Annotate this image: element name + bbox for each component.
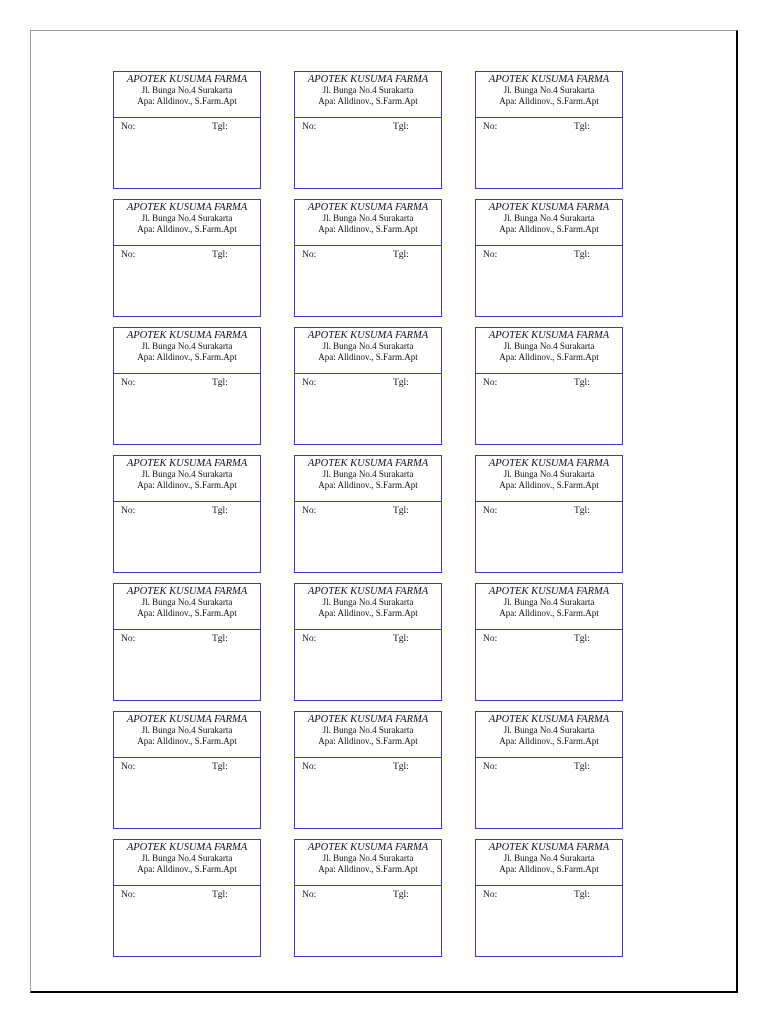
pharmacy-address: Jl. Bunga No.4 Surakarta — [322, 853, 414, 863]
prescription-label — [113, 839, 261, 957]
number-field-label: No: — [483, 762, 498, 772]
pharmacy-name: APOTEK KUSUMA FARMA — [126, 842, 248, 853]
prescription-label — [294, 71, 442, 189]
date-field-label: Tgl: — [393, 506, 409, 516]
number-field-label: No: — [121, 762, 136, 772]
prescription-label — [294, 327, 442, 445]
prescription-label — [475, 711, 623, 829]
number-field-label: No: — [121, 122, 136, 132]
prescription-label — [475, 199, 623, 317]
pharmacist-name: Apa: Alldinov., S.Farm.Apt — [137, 864, 237, 874]
date-field-label: Tgl: — [212, 378, 228, 388]
date-field-label: Tgl: — [574, 890, 590, 900]
pharmacy-address: Jl. Bunga No.4 Surakarta — [503, 85, 595, 95]
pharmacy-name: APOTEK KUSUMA FARMA — [126, 330, 248, 341]
date-field-label: Tgl: — [574, 378, 590, 388]
number-field-label: No: — [483, 634, 498, 644]
number-field-label: No: — [483, 506, 498, 516]
label-header — [476, 584, 622, 630]
pharmacy-address: Jl. Bunga No.4 Surakarta — [503, 725, 595, 735]
label-body — [114, 502, 260, 572]
pharmacy-address: Jl. Bunga No.4 Surakarta — [141, 341, 233, 351]
prescription-label — [294, 711, 442, 829]
prescription-label — [294, 839, 442, 957]
pharmacy-address: Jl. Bunga No.4 Surakarta — [141, 85, 233, 95]
prescription-label — [294, 455, 442, 573]
label-header — [476, 200, 622, 246]
label-body — [295, 118, 441, 188]
prescription-label — [294, 583, 442, 701]
pharmacy-address: Jl. Bunga No.4 Surakarta — [322, 597, 414, 607]
pharmacist-name: Apa: Alldinov., S.Farm.Apt — [499, 480, 599, 490]
label-body — [295, 374, 441, 444]
label-body — [295, 758, 441, 828]
prescription-label — [113, 711, 261, 829]
date-field-label: Tgl: — [212, 762, 228, 772]
pharmacy-address: Jl. Bunga No.4 Surakarta — [141, 725, 233, 735]
label-header — [114, 456, 260, 502]
date-field-label: Tgl: — [212, 250, 228, 260]
prescription-label — [475, 327, 623, 445]
label-header — [114, 584, 260, 630]
label-header — [114, 712, 260, 758]
label-header — [295, 72, 441, 118]
label-body — [476, 886, 622, 956]
pharmacy-name: APOTEK KUSUMA FARMA — [307, 586, 429, 597]
pharmacist-name: Apa: Alldinov., S.Farm.Apt — [137, 608, 237, 618]
pharmacy-name: APOTEK KUSUMA FARMA — [488, 842, 610, 853]
label-header — [476, 72, 622, 118]
date-field-label: Tgl: — [393, 890, 409, 900]
pharmacy-address: Jl. Bunga No.4 Surakarta — [503, 853, 595, 863]
date-field-label: Tgl: — [393, 634, 409, 644]
label-header — [114, 200, 260, 246]
pharmacy-address: Jl. Bunga No.4 Surakarta — [141, 597, 233, 607]
prescription-label — [113, 327, 261, 445]
date-field-label: Tgl: — [393, 762, 409, 772]
prescription-label — [113, 455, 261, 573]
label-header — [295, 584, 441, 630]
label-header — [114, 328, 260, 374]
pharmacy-name: APOTEK KUSUMA FARMA — [307, 842, 429, 853]
pharmacist-name: Apa: Alldinov., S.Farm.Apt — [499, 864, 599, 874]
pharmacy-address: Jl. Bunga No.4 Surakarta — [322, 469, 414, 479]
pharmacy-name: APOTEK KUSUMA FARMA — [488, 714, 610, 725]
number-field-label: No: — [483, 378, 498, 388]
label-header — [114, 72, 260, 118]
label-body — [295, 502, 441, 572]
number-field-label: No: — [302, 634, 317, 644]
label-header — [114, 840, 260, 886]
number-field-label: No: — [121, 378, 136, 388]
label-sheet — [113, 71, 623, 957]
label-header — [476, 840, 622, 886]
pharmacy-name: APOTEK KUSUMA FARMA — [126, 586, 248, 597]
pharmacy-address: Jl. Bunga No.4 Surakarta — [503, 213, 595, 223]
pharmacy-address: Jl. Bunga No.4 Surakarta — [322, 725, 414, 735]
label-body — [476, 630, 622, 700]
pharmacy-address: Jl. Bunga No.4 Surakarta — [322, 213, 414, 223]
document-page — [30, 30, 738, 993]
label-header — [476, 328, 622, 374]
pharmacy-address: Jl. Bunga No.4 Surakarta — [322, 85, 414, 95]
number-field-label: No: — [302, 890, 317, 900]
prescription-label — [113, 71, 261, 189]
number-field-label: No: — [121, 634, 136, 644]
pharmacy-address: Jl. Bunga No.4 Surakarta — [141, 213, 233, 223]
label-body — [476, 118, 622, 188]
pharmacy-name: APOTEK KUSUMA FARMA — [488, 202, 610, 213]
label-header — [295, 200, 441, 246]
number-field-label: No: — [302, 506, 317, 516]
label-body — [114, 886, 260, 956]
number-field-label: No: — [121, 250, 136, 260]
label-body — [114, 246, 260, 316]
date-field-label: Tgl: — [574, 250, 590, 260]
pharmacy-name: APOTEK KUSUMA FARMA — [488, 458, 610, 469]
pharmacist-name: Apa: Alldinov., S.Farm.Apt — [318, 608, 418, 618]
label-body — [476, 502, 622, 572]
prescription-label — [475, 839, 623, 957]
number-field-label: No: — [302, 122, 317, 132]
prescription-label — [475, 71, 623, 189]
date-field-label: Tgl: — [212, 634, 228, 644]
number-field-label: No: — [483, 122, 498, 132]
pharmacist-name: Apa: Alldinov., S.Farm.Apt — [499, 736, 599, 746]
pharmacy-name: APOTEK KUSUMA FARMA — [307, 330, 429, 341]
number-field-label: No: — [302, 250, 317, 260]
pharmacist-name: Apa: Alldinov., S.Farm.Apt — [318, 224, 418, 234]
pharmacist-name: Apa: Alldinov., S.Farm.Apt — [137, 480, 237, 490]
date-field-label: Tgl: — [574, 506, 590, 516]
label-header — [295, 456, 441, 502]
date-field-label: Tgl: — [212, 506, 228, 516]
pharmacy-name: APOTEK KUSUMA FARMA — [126, 458, 248, 469]
pharmacy-name: APOTEK KUSUMA FARMA — [126, 202, 248, 213]
label-header — [476, 456, 622, 502]
pharmacist-name: Apa: Alldinov., S.Farm.Apt — [137, 352, 237, 362]
pharmacist-name: Apa: Alldinov., S.Farm.Apt — [499, 224, 599, 234]
pharmacist-name: Apa: Alldinov., S.Farm.Apt — [318, 864, 418, 874]
label-body — [114, 118, 260, 188]
label-header — [476, 712, 622, 758]
date-field-label: Tgl: — [212, 122, 228, 132]
pharmacy-name: APOTEK KUSUMA FARMA — [488, 330, 610, 341]
date-field-label: Tgl: — [393, 250, 409, 260]
date-field-label: Tgl: — [212, 890, 228, 900]
label-body — [295, 246, 441, 316]
date-field-label: Tgl: — [393, 122, 409, 132]
pharmacy-address: Jl. Bunga No.4 Surakarta — [503, 341, 595, 351]
label-body — [114, 758, 260, 828]
date-field-label: Tgl: — [393, 378, 409, 388]
prescription-label — [113, 583, 261, 701]
pharmacy-address: Jl. Bunga No.4 Surakarta — [141, 469, 233, 479]
number-field-label: No: — [302, 378, 317, 388]
prescription-label — [475, 583, 623, 701]
label-body — [476, 246, 622, 316]
pharmacy-address: Jl. Bunga No.4 Surakarta — [322, 341, 414, 351]
pharmacist-name: Apa: Alldinov., S.Farm.Apt — [499, 96, 599, 106]
number-field-label: No: — [483, 250, 498, 260]
label-body — [295, 630, 441, 700]
pharmacy-name: APOTEK KUSUMA FARMA — [307, 714, 429, 725]
pharmacist-name: Apa: Alldinov., S.Farm.Apt — [137, 96, 237, 106]
pharmacy-name: APOTEK KUSUMA FARMA — [307, 458, 429, 469]
label-body — [114, 630, 260, 700]
date-field-label: Tgl: — [574, 762, 590, 772]
prescription-label — [294, 199, 442, 317]
pharmacist-name: Apa: Alldinov., S.Farm.Apt — [318, 736, 418, 746]
pharmacy-address: Jl. Bunga No.4 Surakarta — [141, 853, 233, 863]
pharmacist-name: Apa: Alldinov., S.Farm.Apt — [318, 352, 418, 362]
label-header — [295, 712, 441, 758]
number-field-label: No: — [302, 762, 317, 772]
pharmacy-name: APOTEK KUSUMA FARMA — [307, 202, 429, 213]
pharmacy-name: APOTEK KUSUMA FARMA — [126, 714, 248, 725]
pharmacist-name: Apa: Alldinov., S.Farm.Apt — [318, 96, 418, 106]
label-header — [295, 328, 441, 374]
pharmacist-name: Apa: Alldinov., S.Farm.Apt — [137, 224, 237, 234]
pharmacy-name: APOTEK KUSUMA FARMA — [307, 74, 429, 85]
date-field-label: Tgl: — [574, 634, 590, 644]
pharmacist-name: Apa: Alldinov., S.Farm.Apt — [318, 480, 418, 490]
pharmacy-address: Jl. Bunga No.4 Surakarta — [503, 469, 595, 479]
pharmacist-name: Apa: Alldinov., S.Farm.Apt — [499, 352, 599, 362]
label-header — [295, 840, 441, 886]
pharmacy-name: APOTEK KUSUMA FARMA — [126, 74, 248, 85]
pharmacy-name: APOTEK KUSUMA FARMA — [488, 74, 610, 85]
label-body — [476, 758, 622, 828]
label-body — [295, 886, 441, 956]
pharmacy-name: APOTEK KUSUMA FARMA — [488, 586, 610, 597]
prescription-label — [475, 455, 623, 573]
label-body — [476, 374, 622, 444]
prescription-label — [113, 199, 261, 317]
pharmacist-name: Apa: Alldinov., S.Farm.Apt — [499, 608, 599, 618]
pharmacist-name: Apa: Alldinov., S.Farm.Apt — [137, 736, 237, 746]
number-field-label: No: — [121, 890, 136, 900]
date-field-label: Tgl: — [574, 122, 590, 132]
number-field-label: No: — [483, 890, 498, 900]
pharmacy-address: Jl. Bunga No.4 Surakarta — [503, 597, 595, 607]
number-field-label: No: — [121, 506, 136, 516]
label-body — [114, 374, 260, 444]
